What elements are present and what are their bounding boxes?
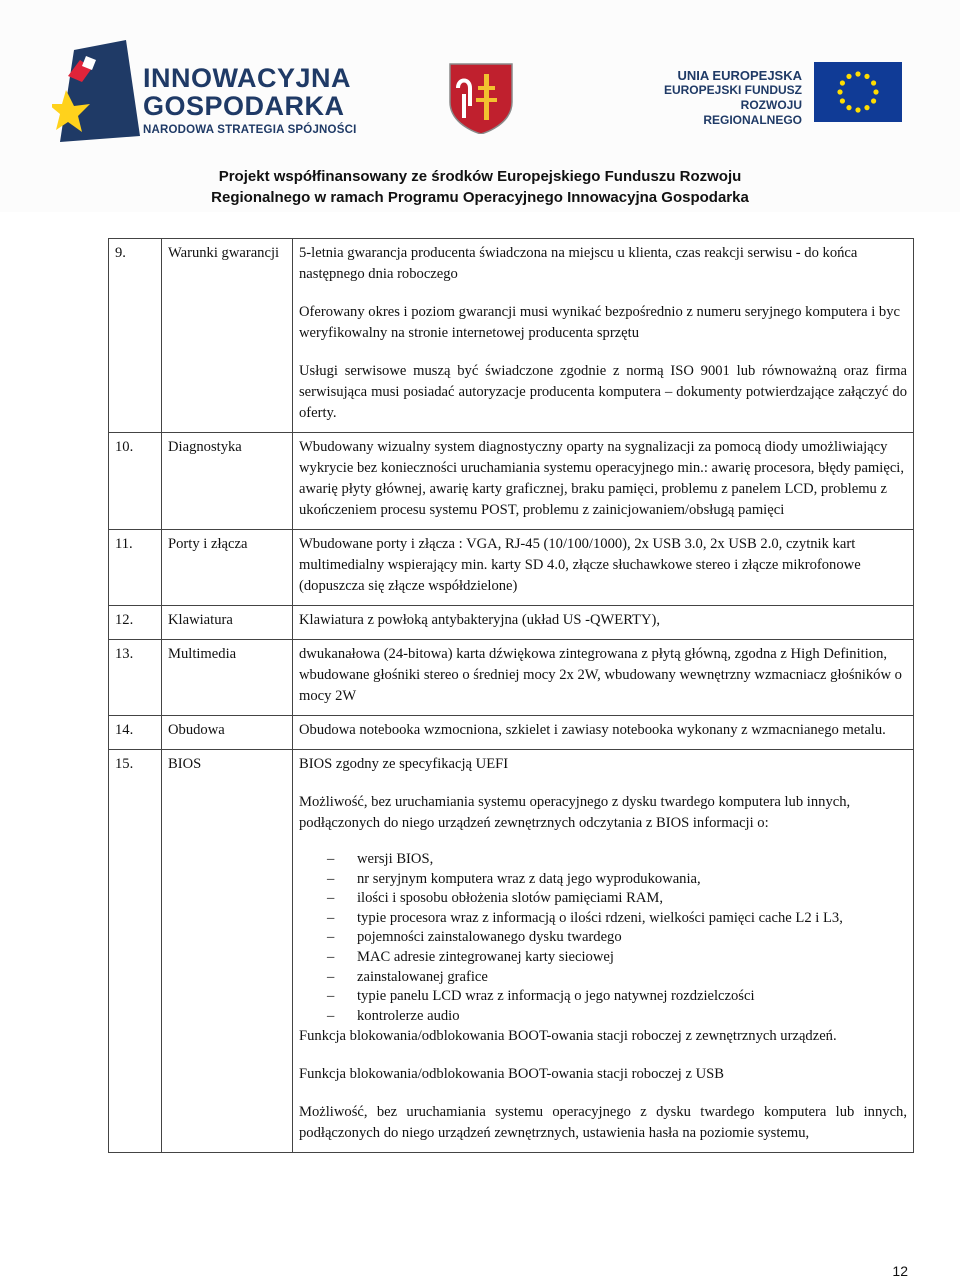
list-item: – MAC adresie zintegrowanej karty sieciowej xyxy=(327,948,907,968)
row-name: Klawiatura xyxy=(162,606,293,640)
row-number: 9. xyxy=(109,239,162,433)
paragraph: 5-letnia gwarancja producenta świadczona na miejscu u klienta, czas reakcji serwisu - do końca następnego dnia roboczego xyxy=(299,245,858,282)
table-row xyxy=(109,606,914,640)
paragraph: dwukanałowa (24-bitowa) karta dźwiękowa zintegrowana z płytą główną, zgodna z High Definition, wbudowane głośniki stereo o średniej mocy 2x 2W, wbudowany wewnętrzny wzmacniacz głośników o mocy 2W xyxy=(299,646,902,704)
row-number: 12. xyxy=(109,606,162,640)
list-item: – ilości i sposobu obłożenia slotów pamięciami RAM, xyxy=(327,889,907,909)
bios-info-list xyxy=(299,850,907,1026)
row-description xyxy=(293,606,914,640)
paragraph: Funkcja blokowania/odblokowania BOOT-owania stacji roboczej z USB xyxy=(299,1066,725,1083)
list-item: – typie procesora wraz z informacją o ilości rdzeni, wielkości pamięci cache L2 i L3, xyxy=(327,909,907,929)
row-name: Porty i złącza xyxy=(162,530,293,606)
paragraph: Wbudowane porty i złącza : VGA, RJ-45 (10/100/1000), 2x USB 3.0, 2x USB 2.0, czytnik kart multimedialny wspierający min. karty SD 4.0, złącze słuchawkowe stereo i złącze mikrofonowe (dopuszcza się złącze współdzielone) xyxy=(299,536,861,594)
row-number: 11. xyxy=(109,530,162,606)
specification-table xyxy=(108,238,914,1153)
table-row xyxy=(109,239,914,433)
project-cofinancing-note: Projekt współfinansowany ze środków Europejskiego Funduszu Rozwoju Regionalnego w ramach Programu Operacyjnego Innowacyjna Gospodarka xyxy=(211,168,749,206)
paragraph: Oferowany okres i poziom gwarancji musi wynikać bezpośrednio z numeru seryjnego komputera i byc weryfikowalny na stronie internetowej producenta sprzętu xyxy=(299,304,901,341)
row-name: Diagnostyka xyxy=(162,433,293,530)
row-number: 10. xyxy=(109,433,162,530)
paragraph: Możliwość, bez uruchamiania systemu operacyjnego z dysku twardego komputera lub innych, podłączonych do niego urządzeń zewnętrznych odczytania z BIOS informacji o: xyxy=(299,794,851,831)
innowacyjna-gospodarka-wordmark: INNOWACYJNA GOSPODARKA NARODOWA STRATEGIA SPÓJNOŚCI xyxy=(143,63,357,136)
table-row xyxy=(109,433,914,530)
row-number: 13. xyxy=(109,640,162,716)
list-item: – typie panelu LCD wraz z informacją o jego natywnej rozdzielczości xyxy=(327,987,907,1007)
table-row xyxy=(109,530,914,606)
row-name: Multimedia xyxy=(162,640,293,716)
paragraph: Klawiatura z powłoką antybakteryjna (układ US -QWERTY), xyxy=(299,612,661,628)
page-header xyxy=(0,0,960,212)
table-row xyxy=(109,750,914,1153)
row-description xyxy=(293,433,914,530)
paragraph: BIOS zgodny ze specyfikacją UEFI xyxy=(299,756,509,772)
row-description xyxy=(293,239,914,433)
page-number: 12 xyxy=(892,1263,908,1279)
list-item: – nr seryjnym komputera wraz z datą jego wyprodukowania, xyxy=(327,870,907,890)
paragraph: Funkcja blokowania/odblokowania BOOT-owania stacji roboczej z zewnętrznych urządzeń. xyxy=(299,1028,837,1045)
row-number: 15. xyxy=(109,750,162,1153)
list-item: – kontrolerze audio xyxy=(327,1007,907,1027)
row-description xyxy=(293,640,914,716)
eu-fund-wordmark: UNIA EUROPEJSKA EUROPEJSKI FUNDUSZ ROZWOJU REGIONALNEGO xyxy=(663,68,802,127)
row-description xyxy=(293,716,914,750)
row-description xyxy=(293,750,914,1153)
paragraph: Możliwość, bez uruchamiania systemu operacyjnego z dysku twardego komputera lub innych, podłączonych do niego urządzeń zewnętrznych, ustawienia hasła na poziomie systemu, xyxy=(299,1104,907,1142)
row-name: Obudowa xyxy=(162,716,293,750)
list-item: – zainstalowanej grafice xyxy=(327,968,907,988)
regional-crest-icon xyxy=(448,62,514,134)
innowacyjna-gospodarka-logo xyxy=(52,38,142,142)
row-number: 14. xyxy=(109,716,162,750)
paragraph: Wbudowany wizualny system diagnostyczny oparty na sygnalizacji za pomocą diody umożliwiający wykrycie bez konieczności uruchamiania systemu operacyjnego min.: awarię procesora, błędy pamięci, awarię płyty głównej, awarię karty graficznej, braku pamięci, problemu z panelem LCD, problemu z ukończeniem procesu systemu POST, problemu z zainicjowaniem/obsługą pamięci xyxy=(299,439,904,518)
table-row xyxy=(109,716,914,750)
paragraph: Usługi serwisowe muszą być świadczone zgodnie z normą ISO 9001 lub równoważną oraz firma serwisująca musi posiadać autoryzacje producenta komputera – dokumenty potwierdzające załączyć do oferty. xyxy=(299,363,907,421)
table-row xyxy=(109,640,914,716)
eu-flag-icon xyxy=(814,62,902,122)
list-item: – wersji BIOS, xyxy=(327,850,907,870)
row-name: BIOS xyxy=(162,750,293,1153)
row-name: Warunki gwarancji xyxy=(162,239,293,433)
row-description xyxy=(293,530,914,606)
paragraph: Obudowa notebooka wzmocniona, szkielet i zawiasy notebooka wykonany z wzmacnianego metalu. xyxy=(299,722,886,738)
list-item: – pojemności zainstalowanego dysku twardego xyxy=(327,928,907,948)
